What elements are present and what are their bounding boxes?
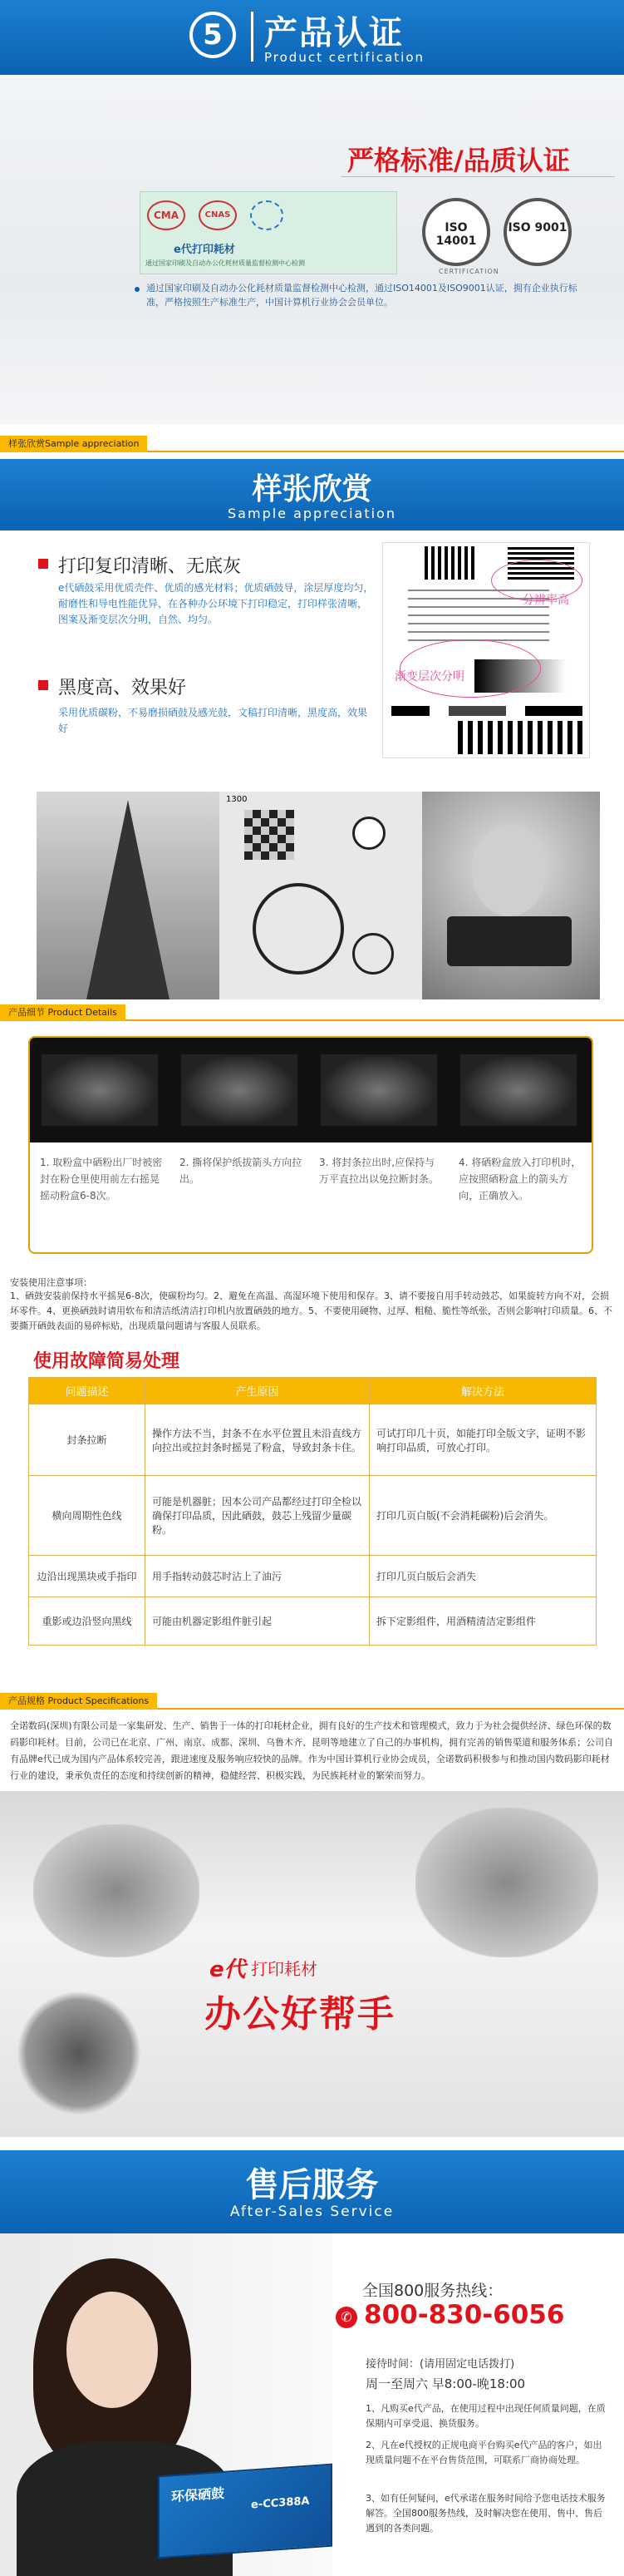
- wheel-right: [352, 933, 394, 975]
- cnas-logo: CNAS: [199, 200, 237, 230]
- cma-logo: CMA: [147, 200, 185, 230]
- girl-camera-photo: [422, 792, 600, 999]
- test-block-a: [425, 546, 474, 580]
- fault-table-wrap: [28, 1377, 597, 1646]
- sample-title: 样张欣赏: [252, 472, 372, 506]
- cert-logo-band: [140, 191, 397, 274]
- sample-point2-title: 黑度高、效果好: [58, 678, 187, 698]
- step-1: 1. 取粉盒中硒粉出厂时被密封在粉仓里使用前左右摇晃摇动粉盒6-8次。: [40, 1157, 163, 1202]
- cell-problem: 边沿出现黑块或手指印: [29, 1556, 145, 1597]
- sample-point1-title: 打印复印清晰、无底灰: [58, 556, 242, 577]
- step-4: 4. 将硒粉盒放入打印机时，应按照硒粉盒上的箭头方向，正确放入。: [459, 1157, 582, 1202]
- fault-title: 使用故障简易处理: [33, 1351, 180, 1372]
- table-row: [29, 1597, 597, 1646]
- cell-solution: 拆下定影组件，用酒精清洁定影组件: [370, 1597, 597, 1646]
- service-banner: [0, 2150, 624, 2233]
- table-row: [29, 1404, 597, 1476]
- office-people-right: [415, 1808, 598, 1957]
- step-3: 3. 将封条拉出时,应保持与万平直拉出以免拉断封条。: [319, 1157, 440, 1185]
- col-problem: 问题描述: [29, 1378, 145, 1404]
- section-badge: 5: [189, 12, 236, 58]
- office-man-seated: [17, 1991, 141, 2115]
- iso9001-seal: [504, 198, 572, 266]
- cell-solution: 打印几页白版(不会消耗碳粉)后会消失。: [370, 1476, 597, 1556]
- fault-table: [28, 1377, 597, 1646]
- bicycle-testchart-photo: [219, 792, 422, 999]
- step-image-3: [321, 1054, 437, 1126]
- sample-point1-body: e代硒鼓采用优质壳件、优质的感光材料；优质硒鼓导，涂层厚度均匀，耐磨性和导电性能优异，在各种办公环境下打印稳定，打印样张清晰，图案及渐变层次分明，自然、均匀。: [58, 582, 374, 625]
- tower-shape: [86, 800, 170, 999]
- cell-cause: 用手指转动鼓芯时沾上了油污: [145, 1556, 370, 1597]
- notice-body: 1、硒鼓安装前保持水平摇晃6-8次，使碳粉均匀。2、避免在高温、高湿环境下使用和保存。3、请不要接自用手转动鼓芯，如果旋转方向不对，会损坏零件。4、更换硒鼓时请用软布和清洁纸清洁打印机内放置硒鼓的地方。5、不要使用硬物、过厚、粗糙、脆性等纸张，否则会影响打印质量。6、不要撕开硒鼓表面的易碎标贴，出现质量问题请与客服人员联系。: [10, 1290, 612, 1331]
- cell-solution: 可试打印几十页，如能打印全版文字，证明不影响打印品质，可放心打印。: [370, 1404, 597, 1476]
- step-2: 2. 撕将保护纸拔箭头方向拉出。: [179, 1157, 302, 1185]
- sample-strip: [0, 436, 624, 452]
- annot-gradient: 渐变层次分明: [395, 670, 464, 683]
- iso9001-label: ISO 9001: [508, 221, 567, 234]
- eiffel-tower-photo: [37, 792, 219, 999]
- specs-body: 全诺数码(深圳)有限公司是一家集研发、生产、销售于一体的打印耗材企业，拥有良好的生产技术和管理模式，致力于为社会提供经济、绿色环保的数码影印耗材。目前，公司已在北京、广州、南京、成都、深圳、乌鲁木齐、昆明等地建立了自己的办事机构，拥有完善的销售渠道和服务体系；公司自有品牌e代已成为国内产品体系较完善，跟进速度及服务响应较快的品牌。作为中国计算机行业协会成员，全诺数码积极参与和推动国内数码影印耗材行业的建设，秉承负责任的态度和持续创新的精神，稳健经营、积极实践，为民族耗材业的繁荣而努力。: [10, 1720, 613, 1781]
- steps-frame: [28, 1036, 593, 1254]
- office-people-left: [33, 1824, 199, 1957]
- test-page-sample: [382, 542, 590, 758]
- specs-brand-logo: e代: [209, 1957, 246, 1982]
- sample-banner: [0, 459, 624, 530]
- cert-bullet: [135, 287, 140, 292]
- step-image-1: [42, 1054, 158, 1126]
- bullet-square-2: [38, 680, 48, 690]
- product-box-brand: 环保硒鼓: [171, 2485, 225, 2505]
- grey-swatch-grid: [244, 810, 294, 860]
- test-block-c: [458, 721, 582, 754]
- specs-strip-label: 产品规格 Product Specifications: [0, 1693, 157, 1710]
- woman-face: [66, 2292, 158, 2408]
- service-title: 售后服务: [245, 2166, 379, 2204]
- sample-strip-label: 样张欣赏Sample appreciation: [0, 436, 147, 452]
- cell-cause: 可能是机器脏；因本公司产品都经过打印全检以确保打印品质，因此硒鼓，鼓芯上残留少量碳粉。: [145, 1476, 370, 1556]
- product-box: [158, 2464, 332, 2559]
- scale-label: 1300: [226, 795, 248, 804]
- specs-slogan: 办公好帮手: [204, 1993, 396, 2036]
- cert-title: 产品认证: [264, 14, 404, 52]
- cert-slogan: 严格标准/品质认证: [347, 145, 570, 176]
- service-subtitle: After-Sales Service: [229, 2203, 395, 2220]
- service-item-2: 2、凡在e代授权的正规电商平台购买e代产品的客户，如出现质量问题不在平台售货范围，可联系厂商协商处理。: [366, 2440, 602, 2465]
- divider: [251, 12, 253, 62]
- phone-icon: ✆: [336, 2307, 357, 2328]
- cell-problem: 重影或边沿竖向黑线: [29, 1597, 145, 1646]
- cell-cause: 可能由机器定影组件脏引起: [145, 1597, 370, 1646]
- table-row: [29, 1556, 597, 1597]
- fault-table-header: [29, 1378, 597, 1404]
- brand-small: e代打印耗材: [174, 244, 235, 256]
- camera-shape: [447, 916, 572, 966]
- hours-label: 接待时间：(请用固定电话拨打): [366, 2358, 515, 2371]
- cell-cause: 操作方法不当，封条不在水平位置且未沿直线方向拉出或拉封条时摇晃了粉盒，导致封条卡住。: [145, 1404, 370, 1476]
- slogan-underline: [341, 176, 615, 177]
- service-item-3: 3、如有任何疑问，e代承诺在服务时间给予您电话技术服务解答。全国800服务热线，及时解决您在使用、售中、售后遇到的各类问题。: [366, 2493, 606, 2534]
- cell-solution: 打印几页白版后会消失: [370, 1556, 597, 1597]
- gear-logo: [250, 200, 283, 230]
- wheel-left: [253, 883, 344, 975]
- iso-cert-text: CERTIFICATION: [439, 268, 499, 275]
- bullet-square-1: [38, 559, 48, 569]
- iso14001-seal: [422, 198, 490, 266]
- annot-resolution: 分辨率高: [523, 594, 569, 607]
- col-solution: 解决方法: [370, 1378, 597, 1404]
- notice-title: 安装使用注意事项：: [10, 1277, 92, 1288]
- details-strip-label: 产品细节 Product Details: [0, 1004, 125, 1021]
- cert-subtitle: Product certification: [264, 50, 425, 65]
- details-strip: [0, 1004, 624, 1021]
- step-image-4: [460, 1054, 577, 1126]
- hotline-label: 全国800服务热线：: [362, 2282, 504, 2300]
- step-image-2: [181, 1054, 297, 1126]
- clock-icon: [352, 817, 386, 850]
- cell-problem: 横向周期性色线: [29, 1476, 145, 1556]
- test-bar-strip: [391, 706, 582, 716]
- cell-problem: 封条拉断: [29, 1404, 145, 1476]
- table-row: [29, 1476, 597, 1556]
- col-cause: 产生原因: [145, 1378, 370, 1404]
- phone-number[interactable]: 800-830-6056: [364, 2300, 565, 2330]
- iso14001-label: ISO 14001: [435, 221, 477, 248]
- cert-band-text: 通过国家印刷及自动办公化耗材质量监督检测中心检测: [145, 259, 305, 267]
- cert-banner: [0, 0, 624, 75]
- cert-note: 通过国家印刷及自动办公化耗材质量监督检测中心检测，通过ISO14001及ISO9001认证，拥有企业执行标准，严格按照生产标准生产，中国计算机行业协会会员单位。: [146, 283, 577, 308]
- product-box-model: e-CC388A: [251, 2495, 310, 2512]
- face-shape: [472, 825, 547, 916]
- hours-value: 周一至周六 早8:00-晚18:00: [366, 2376, 526, 2391]
- sample-subtitle: Sample appreciation: [228, 506, 396, 521]
- sample-point2-body: 采用优质碳粉，不易磨损硒鼓及感光鼓，文稿打印清晰，黑度高，效果好: [58, 707, 368, 734]
- service-item-1: 1、凡购买e代产品，在使用过程中出现任何质量问题，在质保期内可享受退、换货服务。: [366, 2403, 606, 2429]
- specs-brand-tag: 打印耗材: [251, 1959, 317, 1979]
- specs-strip: [0, 1693, 624, 1710]
